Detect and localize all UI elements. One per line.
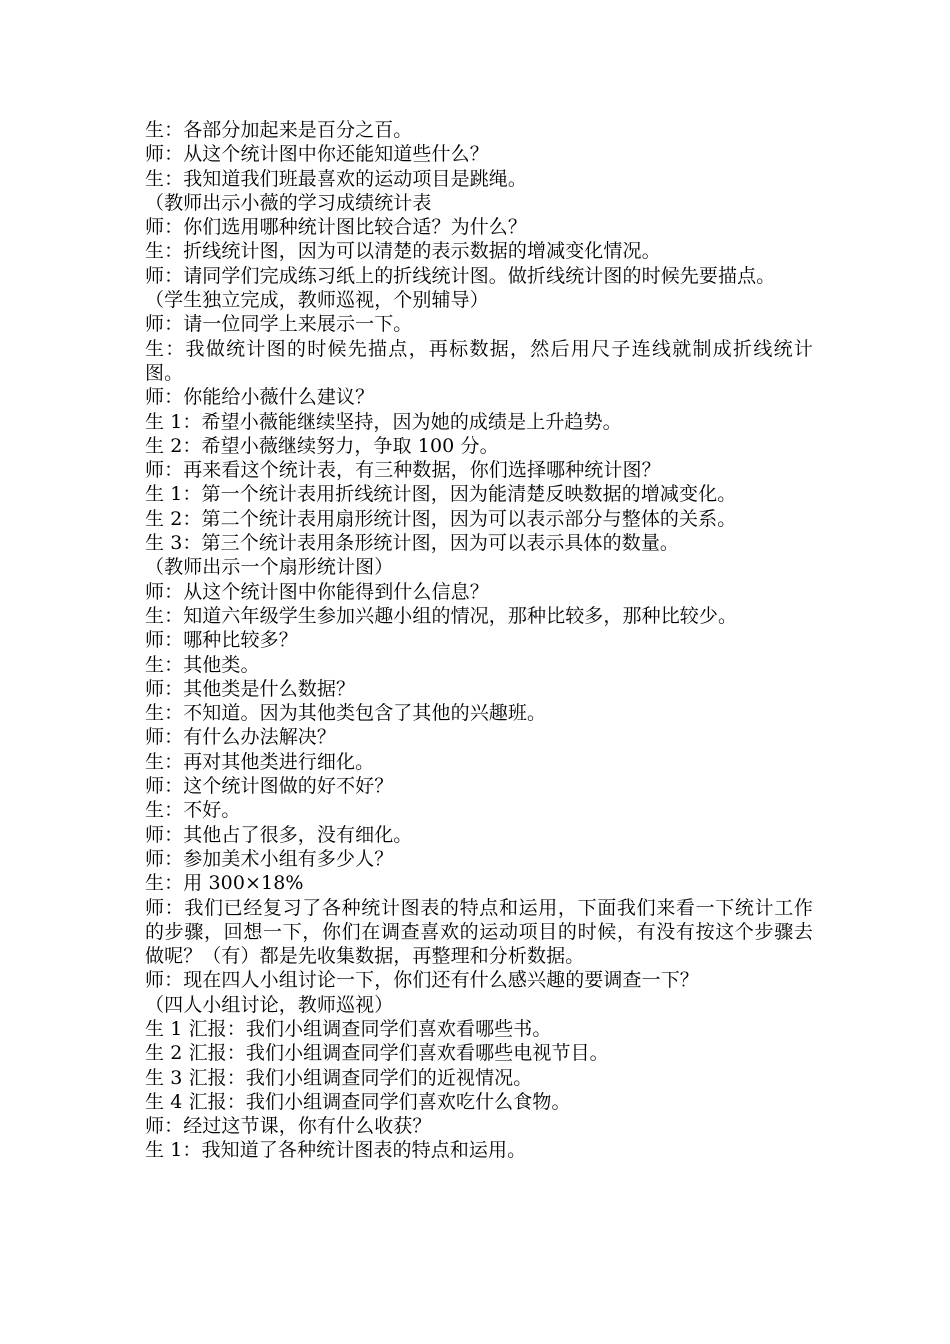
text-paragraph: 师：我们已经复习了各种统计图表的特点和运用，下面我们来看一下统计工作的步骤，回想一下，你们在调查喜欢的运动项目的时候，有没有按这个步骤去做呢？（有）都是先收集数据，再整理和分析数据。 [145, 896, 813, 968]
text-line: 生 1：我知道了各种统计图表的特点和运用。 [145, 1139, 527, 1162]
text-line: 生：不知道。因为其他类包含了其他的兴趣班。 [145, 702, 547, 725]
text-line: 师：参加美术小组有多少人？ [145, 847, 394, 870]
text-line: 生：知道六年级学生参加兴趣小组的情况，那种比较多，那种比较少。 [145, 604, 738, 627]
text-line: 师：你们选用哪种统计图比较合适？为什么？ [145, 216, 528, 239]
text-line: 师：再来看这个统计表，有三种数据，你们选择哪种统计图？ [145, 459, 661, 482]
text-line: （教师出示一个扇形统计图） [145, 556, 394, 579]
text-line: 生：各部分加起来是百分之百。 [145, 119, 413, 141]
text-paragraph: 师：请同学们完成练习纸上的折线统计图。做折线统计图的时候先要描点。 [145, 264, 776, 287]
text-line: （学生独立完成，教师巡视，个别辅导） [145, 289, 489, 312]
text-line: 生：其他类。 [145, 653, 260, 676]
text-line: 生：再对其他类进行细化。 [145, 750, 375, 773]
text-line: 生 1：第一个统计表用折线统计图，因为能清楚反映数据的增减变化。 [145, 483, 737, 506]
text-line: 师：从这个统计图中你能得到什么信息？ [145, 580, 489, 603]
text-line: 生 4 汇报：我们小组调查同学们喜欢吃什么食物。 [145, 1090, 571, 1113]
text-line: 生：我知道我们班最喜欢的运动项目是跳绳。 [145, 167, 528, 190]
text-line: 师：其他类是什么数据？ [145, 677, 356, 700]
text-line: 师：这个统计图做的好不好？ [145, 775, 394, 798]
text-line: 师：有什么办法解决？ [145, 726, 337, 749]
text-line: 师：现在四人小组讨论一下，你们还有什么感兴趣的要调查一下？ [145, 969, 699, 992]
text-line: 生 3：第三个统计表用条形统计图，因为可以表示具体的数量。 [145, 532, 680, 555]
lesson-transcript [145, 118, 813, 1163]
text-line: 师：其他占了很多，没有细化。 [145, 823, 413, 846]
text-line: 师：哪种比较多？ [145, 629, 298, 652]
text-line: 生 3 汇报：我们小组调查同学们的近视情况。 [145, 1066, 533, 1089]
text-line: 师：从这个统计图中你还能知道些什么？ [145, 143, 489, 166]
text-line: 生 2：第二个统计表用扇形统计图，因为可以表示部分与整体的关系。 [145, 507, 737, 530]
text-line: 师：你能给小薇什么建议？ [145, 386, 375, 409]
text-line: 生 2 汇报：我们小组调查同学们喜欢看哪些电视节目。 [145, 1042, 609, 1065]
text-line: 生：用 300×18% [145, 872, 304, 895]
text-line: 师：经过这节课，你有什么收获？ [145, 1115, 432, 1138]
text-line: 生 1 汇报：我们小组调查同学们喜欢看哪些书。 [145, 1017, 552, 1040]
text-line: （四人小组讨论，教师巡视） [145, 993, 394, 1016]
text-paragraph: 生：我做统计图的时候先描点，再标数据，然后用尺子连线就制成折线统计图。 [145, 337, 813, 384]
text-line: （教师出示小薇的学习成绩统计表 [145, 191, 432, 214]
text-line: 师：请一位同学上来展示一下。 [145, 313, 413, 336]
text-line: 生：不好。 [145, 799, 241, 822]
text-line: 生 1：希望小薇能继续坚持，因为她的成绩是上升趋势。 [145, 410, 622, 433]
text-line: 生 2：希望小薇继续努力，争取 100 分。 [145, 434, 499, 457]
text-line: 生：折线统计图，因为可以清楚的表示数据的增减变化情况。 [145, 240, 661, 263]
